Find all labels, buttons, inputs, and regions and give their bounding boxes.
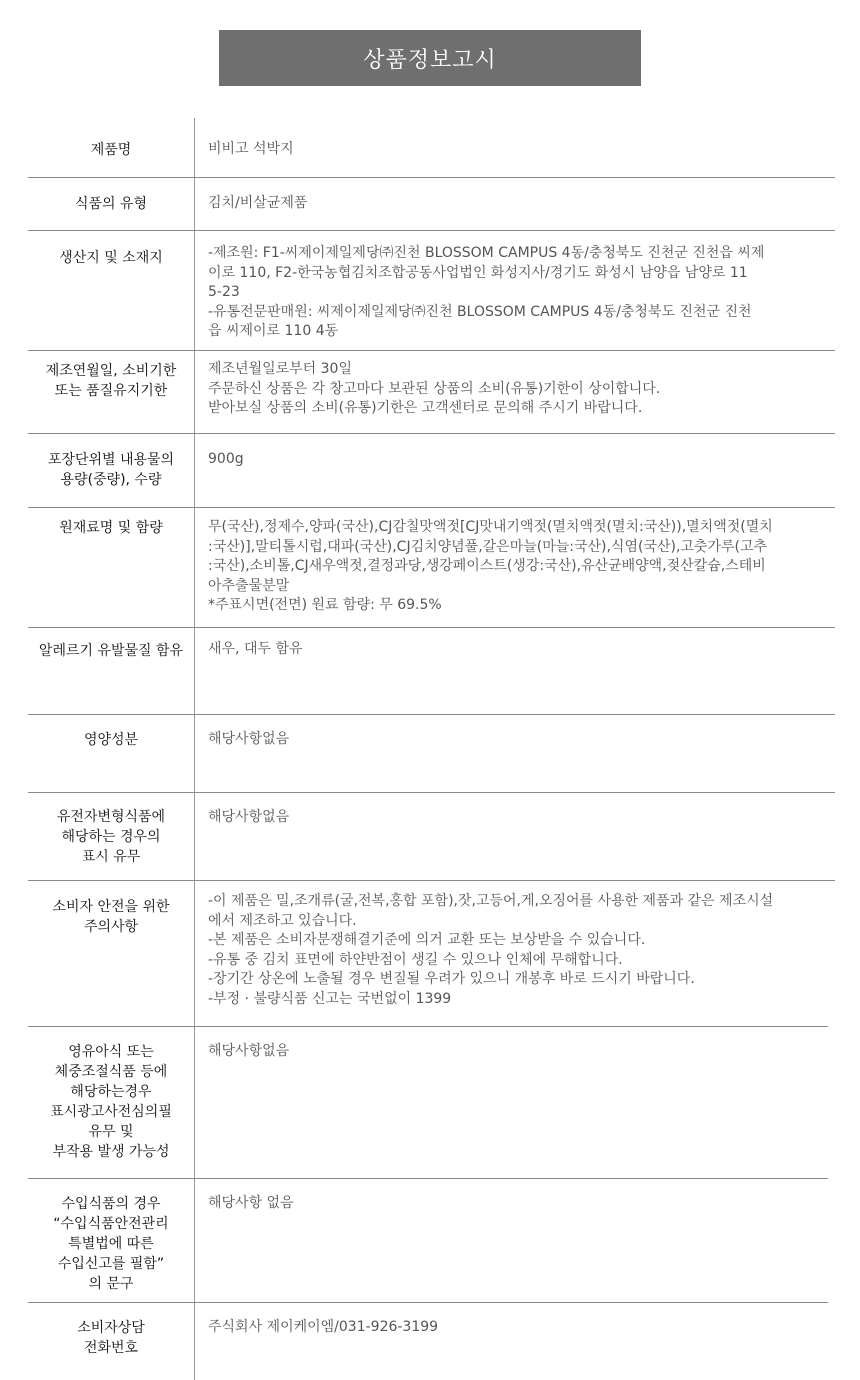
- row-value-line: -이 제품은 밀,조개류(굴,전복,홍합 포함),잣,고등어,게,오징어를 사용한 제품과 같은 제조시설: [208, 893, 774, 909]
- row-label-line: 표시광고사전심의필: [50, 1104, 172, 1120]
- row-label: [28, 248, 194, 268]
- row-value: [208, 518, 773, 616]
- row-value-line: -본 제품은 소비자분쟁해결기준에 의거 교환 또는 보상받을 수 있습니다.: [208, 932, 646, 948]
- row-value-line: 김치/비살균제품: [208, 195, 308, 211]
- row-label-line: 의 문구: [88, 1276, 134, 1292]
- row-value-line: 비비고 석박지: [208, 141, 294, 157]
- row-label-line: 원재료명 및 함량: [59, 520, 163, 536]
- row-label: [28, 1042, 194, 1162]
- row-value-line: 제조년월일로부터 30일: [208, 361, 352, 377]
- row-value: [208, 450, 244, 470]
- row-label-line: 또는 품질유지기한: [54, 383, 168, 399]
- row-value-line: 해당사항없음: [208, 731, 290, 747]
- row-value-line: 900g: [208, 451, 244, 467]
- row-label: [28, 361, 194, 401]
- row-label: [28, 140, 194, 160]
- row-value-line: -부정 · 불량식품 신고는 국번없이 1399: [208, 990, 452, 1007]
- row-label: [28, 807, 194, 867]
- row-value-line: 주문하신 상품은 각 창고마다 보관된 상품의 소비(유통)기한이 상이합니다.: [208, 380, 661, 397]
- row-label: [28, 1194, 194, 1294]
- row-label-line: 해당하는 경우의: [61, 829, 161, 845]
- row-label-line: 영유아식 또는: [68, 1044, 154, 1060]
- row-divider: [28, 507, 835, 508]
- row-divider: [28, 433, 835, 434]
- row-label: [28, 897, 194, 937]
- row-value: [208, 194, 307, 214]
- row-value-line: -제조원: F1-씨제이제일제당㈜진천 BLOSSOM CAMPUS 4동/충청북도 진천군 진천읍 씨제: [208, 245, 765, 261]
- row-divider: [28, 177, 835, 178]
- row-divider: [28, 1178, 828, 1179]
- row-label: [28, 194, 194, 214]
- row-label-line: 전화번호: [83, 1340, 139, 1356]
- row-label: [28, 518, 194, 538]
- row-divider: [28, 880, 835, 881]
- row-divider: [28, 627, 835, 628]
- row-label-line: 소비자 안전을 위한: [52, 899, 170, 915]
- row-value-line: 무(국산),정제수,양파(국산),CJ감칠맛액젓[CJ맛내기액젓(멸치액젓(멸치:국산)),멸치액젓(멸치: [208, 519, 773, 535]
- row-label: [28, 641, 194, 661]
- row-label-line: 주의사항: [83, 919, 139, 935]
- row-label-line: 수입식품의 경우: [61, 1196, 161, 1212]
- row-label-line: 제품명: [90, 142, 132, 158]
- row-label-line: 제조연월일, 소비기한: [45, 363, 177, 379]
- row-label-line: 수입신고를 필함”: [57, 1256, 165, 1272]
- row-value-line: 해당사항없음: [208, 1043, 290, 1059]
- row-label: [28, 730, 194, 750]
- row-label-line: “수입식품안전관리: [53, 1216, 169, 1232]
- row-value-line: 이로 110, F2-한국농협김치조합공동사업법인 화성지사/경기도 화성시 남양읍 남양로 11: [208, 264, 748, 281]
- row-value: [208, 892, 773, 1009]
- page-title: 상품정보고시: [219, 30, 641, 86]
- row-value: [208, 244, 764, 342]
- row-divider: [28, 792, 835, 793]
- row-divider: [28, 350, 835, 351]
- row-value: [208, 808, 289, 828]
- row-value: [208, 640, 303, 660]
- row-label-line: 유무 및: [88, 1124, 134, 1140]
- row-value: [208, 140, 294, 160]
- row-divider: [28, 714, 835, 715]
- row-value-line: -유통 중 김치 표면에 하얀반점이 생길 수 있으나 인체에 무해합니다.: [208, 951, 623, 968]
- row-divider: [28, 230, 835, 231]
- row-value-line: 읍 씨제이로 110 4동: [208, 323, 339, 339]
- row-label-line: 포장단위별 내용물의: [47, 452, 175, 468]
- row-value-line: *주표시면(전면) 원료 함량: 무 69.5%: [208, 597, 442, 613]
- row-value-line: 새우, 대두 함유: [208, 641, 303, 657]
- row-value-line: 받아보실 상품의 소비(유통)기한은 고객센터로 문의해 주시기 바랍니다.: [208, 400, 643, 416]
- row-divider: [28, 1026, 828, 1027]
- row-label-line: 소비자상담: [77, 1320, 145, 1336]
- row-value-line: 주식회사 제이케이엠/031-926-3199: [208, 1319, 439, 1335]
- row-value: [208, 1318, 438, 1338]
- row-label: [28, 1318, 194, 1358]
- row-label-line: 유전자변형식품에: [56, 809, 166, 825]
- row-value-line: :국산)],말티톨시럽,대파(국산),CJ김치양념풀,갈은마늘(마늘:국산),식염(국산),고춧가루(고추: [208, 538, 768, 555]
- row-value-line: 해당사항없음: [208, 809, 290, 825]
- row-label-line: 체중조절식품 등에: [54, 1064, 168, 1080]
- row-label-line: 부작용 발생 가능성: [52, 1144, 170, 1160]
- row-label: [28, 450, 194, 490]
- row-value: [208, 1194, 294, 1214]
- row-label-line: 영양성분: [83, 732, 139, 748]
- row-value-line: 에서 제조하고 있습니다.: [208, 912, 357, 929]
- row-value-line: -장기간 상온에 노출될 경우 변질될 우려가 있으니 개봉후 바로 드시기 바랍니다.: [208, 971, 695, 987]
- row-label-line: 알레르기 유발물질 함유: [38, 643, 184, 659]
- row-value: [208, 730, 289, 750]
- row-label-line: 표시 유무: [81, 849, 141, 865]
- row-value: [208, 360, 660, 419]
- row-value-line: 해당사항 없음: [208, 1195, 294, 1211]
- row-label-line: 생산지 및 소재지: [59, 250, 163, 266]
- row-value-line: :국산),소비톨,CJ새우액젓,결정과당,생강페이스트(생강:국산),유산균배양액,젖산칼슘,스테비: [208, 558, 766, 574]
- row-label-line: 용량(중량), 수량: [60, 472, 162, 488]
- row-value-line: -유통전문판매원: 씨제이제일제당㈜진천 BLOSSOM CAMPUS 4동/충청북도 진천군 진천: [208, 303, 752, 320]
- row-divider: [28, 1302, 828, 1303]
- row-value-line: 아추출물분말: [208, 577, 290, 594]
- column-divider: [194, 118, 195, 1380]
- row-label-line: 식품의 유형: [74, 196, 148, 212]
- row-value-line: 5-23: [208, 284, 240, 300]
- row-label-line: 특별법에 따른: [68, 1236, 154, 1252]
- row-label-line: 해당하는경우: [70, 1084, 152, 1100]
- row-value: [208, 1042, 289, 1062]
